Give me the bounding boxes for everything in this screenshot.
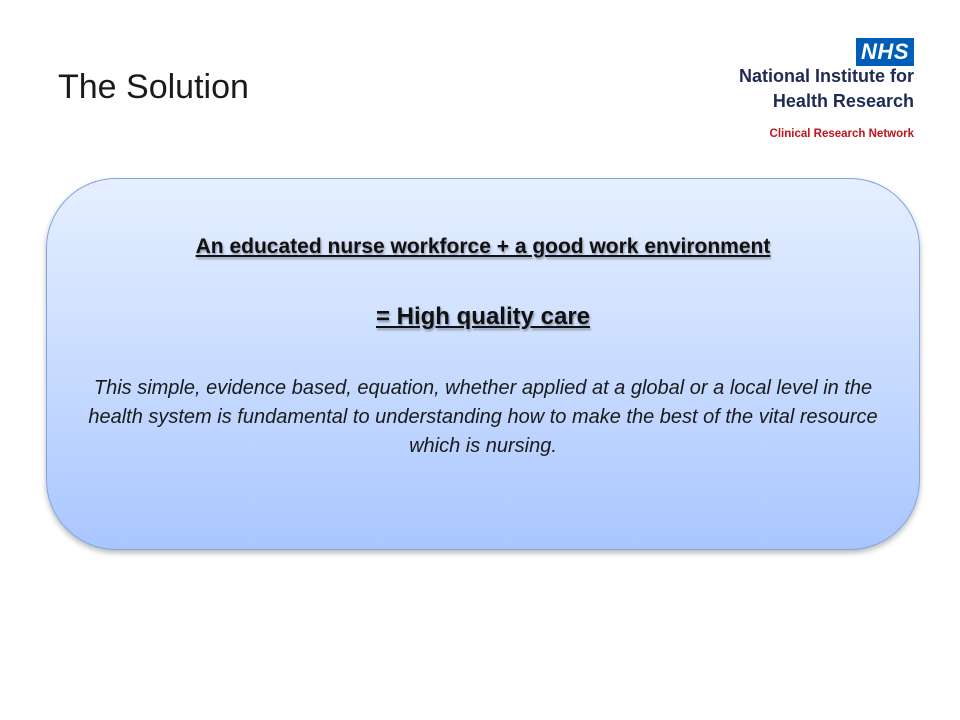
nhs-badge: NHS (856, 38, 914, 66)
nihr-logo (684, 38, 914, 148)
org-name (739, 64, 914, 114)
network-name: Clinical Research Network (769, 128, 914, 140)
slide-title: The Solution (58, 68, 249, 106)
equation-headline: An educated nurse workforce + a good work environment (195, 235, 771, 258)
org-name-line-2: Health Research (772, 91, 914, 111)
callout-body-text: This simple, evidence based, equation, whether applied at a global or a local level in the health system is fundamental to understanding how to make the best of the vital resource which is nursing. (88, 377, 878, 457)
solution-callout (46, 178, 920, 550)
equation-result: = High quality care (375, 303, 591, 330)
org-name-line-1: National Institute for (739, 66, 914, 86)
